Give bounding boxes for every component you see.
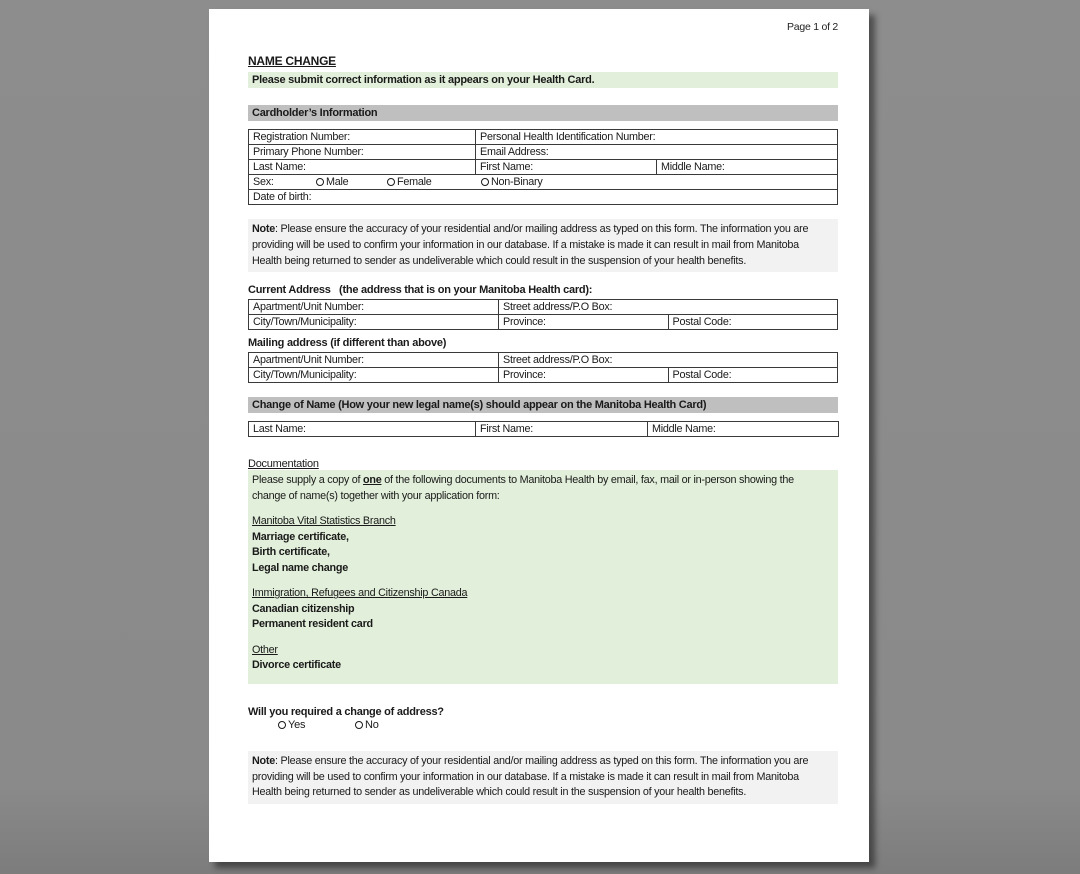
table-row [249, 300, 838, 315]
field-current-postal[interactable] [668, 315, 838, 330]
table-row [249, 315, 838, 330]
field-label: Apartment/Unit Number: [253, 301, 364, 314]
field-label: Last Name: [253, 161, 306, 173]
field-first-name[interactable] [476, 160, 657, 175]
note-paragraph-1 [248, 219, 838, 272]
radio-icon[interactable] [278, 721, 286, 729]
doc-item: Marriage certificate, [252, 530, 349, 543]
cardholder-table [248, 129, 838, 205]
doc-group-vital-statistics [252, 514, 834, 576]
intro-banner: Please submit correct information as it appears on your Health Card. [248, 72, 838, 88]
change-of-name-table [248, 421, 839, 437]
radio-label: Male [326, 176, 349, 188]
mailing-address-heading: Mailing address (if different than above) [248, 337, 447, 350]
radio-option-male[interactable] [316, 176, 387, 188]
table-row [249, 160, 838, 175]
radio-label: Female [397, 176, 432, 188]
field-label: Date of birth: [253, 191, 312, 203]
address-change-options [248, 719, 838, 735]
field-date-of-birth[interactable] [249, 190, 838, 205]
field-mailing-postal[interactable] [668, 368, 838, 383]
note-line [252, 222, 834, 238]
note-text: : Please ensure the accuracy of your residential and/or mailing address as typed on this form. The information you are [275, 754, 809, 767]
table-row [249, 422, 839, 437]
field-mailing-apartment[interactable] [249, 353, 499, 368]
table-row [249, 145, 838, 160]
field-last-name[interactable] [249, 160, 476, 175]
document-page [209, 9, 869, 862]
radio-option-yes[interactable] [278, 719, 355, 731]
doc-group-title: Manitoba Vital Statistics Branch [252, 515, 396, 528]
note-paragraph-2 [248, 751, 838, 804]
field-label: First Name: [480, 161, 534, 173]
note-text: : Please ensure the accuracy of your residential and/or mailing address as typed on this form. The information you are [275, 223, 809, 235]
field-new-first-name[interactable] [476, 422, 648, 437]
page-indicator: Page 1 of 2 [787, 21, 838, 33]
documentation-heading: Documentation [248, 458, 319, 471]
doc-item: Legal name change [252, 561, 348, 574]
field-current-street[interactable] [499, 300, 838, 315]
field-label: City/Town/Municipality: [253, 369, 357, 382]
current-address-table [248, 299, 838, 330]
field-current-city[interactable] [249, 315, 499, 330]
radio-label: No [365, 718, 379, 731]
field-new-last-name[interactable] [249, 422, 476, 437]
current-address-heading: Current Address (the address that is on your Manitoba Health card): [248, 284, 593, 297]
field-middle-name[interactable] [657, 160, 838, 175]
note-line: providing will be used to confirm your information in our database. If a mistake is made it can result in mail from Manitoba [252, 770, 799, 783]
note-line: Health being returned to sender as undeliverable which could result in the suspension of your health benefits. [252, 786, 747, 799]
radio-option-no[interactable] [355, 719, 379, 731]
documentation-intro-line2: change of name(s) together with your application form: [252, 489, 500, 502]
note-bold-label: Note [252, 223, 275, 235]
radio-icon[interactable] [316, 178, 324, 186]
form-title: NAME CHANGE [248, 54, 336, 68]
field-label: Last Name: [253, 423, 306, 436]
field-label: Middle Name: [652, 423, 716, 436]
doc-item: Birth certificate, [252, 546, 330, 559]
documentation-block [248, 470, 838, 684]
field-mailing-city[interactable] [249, 368, 499, 383]
table-row [249, 368, 838, 383]
note-line [252, 754, 834, 770]
doc-item: Canadian citizenship [252, 602, 355, 615]
table-row [249, 190, 838, 205]
radio-icon[interactable] [355, 721, 363, 729]
field-label: Postal Code: [672, 316, 732, 329]
radio-icon[interactable] [481, 178, 489, 186]
change-of-name-header: Change of Name (How your new legal name(s) should appear on the Manitoba Health Card) [248, 397, 838, 413]
intro-text: Please supply a copy of [252, 474, 364, 487]
doc-item: Permanent resident card [252, 618, 373, 631]
table-row [249, 130, 838, 145]
radio-option-non-binary[interactable] [481, 176, 543, 188]
field-sex [249, 175, 838, 190]
mailing-address-table [248, 352, 838, 383]
field-current-province[interactable] [499, 315, 669, 330]
doc-item: Divorce certificate [252, 659, 341, 672]
intro-emphasis: one [363, 474, 382, 487]
field-label: Email Address: [480, 146, 549, 158]
field-label: Middle Name: [661, 161, 725, 173]
radio-icon[interactable] [387, 178, 395, 186]
field-label: Province: [503, 369, 546, 382]
doc-group-title: Other [252, 643, 278, 656]
note-line: providing will be used to confirm your information in our database. If a mistake is made it can result in mail from Manitoba [252, 238, 799, 251]
table-row [249, 353, 838, 368]
documentation-intro-line1 [252, 473, 834, 489]
note-bold-label: Note [252, 754, 275, 767]
radio-label: Yes [288, 718, 306, 731]
doc-group-immigration [252, 586, 834, 633]
field-mailing-province[interactable] [499, 368, 669, 383]
field-registration-number[interactable] [249, 130, 476, 145]
field-phin[interactable] [476, 130, 838, 145]
field-label: First Name: [480, 423, 534, 436]
doc-group-title: Immigration, Refugees and Citizenship Canada [252, 587, 468, 600]
field-label: Apartment/Unit Number: [253, 354, 364, 367]
field-email[interactable] [476, 145, 838, 160]
radio-label: Non-Binary [491, 176, 543, 188]
address-change-question: Will you required a change of address? [248, 705, 444, 718]
field-label: Province: [503, 316, 546, 329]
table-row [249, 175, 838, 190]
intro-text: of the following documents to Manitoba Health by email, fax, mail or in-person showing the [381, 474, 794, 487]
field-current-apartment[interactable] [249, 300, 499, 315]
field-label: Street address/P.O Box: [503, 354, 613, 367]
field-label: Personal Health Identification Number: [480, 131, 656, 143]
radio-option-female[interactable] [387, 176, 481, 188]
cardholder-section-header: Cardholder’s Information [248, 105, 838, 121]
field-primary-phone[interactable] [249, 145, 476, 160]
field-label: City/Town/Municipality: [253, 316, 357, 329]
note-line: Health being returned to sender as undeliverable which could result in the suspension of your health benefits. [252, 254, 747, 267]
field-label: Street address/P.O Box: [503, 301, 613, 314]
doc-group-other [252, 643, 834, 674]
field-label: Registration Number: [253, 131, 351, 143]
field-label: Primary Phone Number: [253, 146, 364, 158]
field-label: Postal Code: [672, 369, 732, 382]
field-new-middle-name[interactable] [648, 422, 839, 437]
sex-label: Sex: [253, 176, 274, 188]
field-mailing-street[interactable] [499, 353, 838, 368]
